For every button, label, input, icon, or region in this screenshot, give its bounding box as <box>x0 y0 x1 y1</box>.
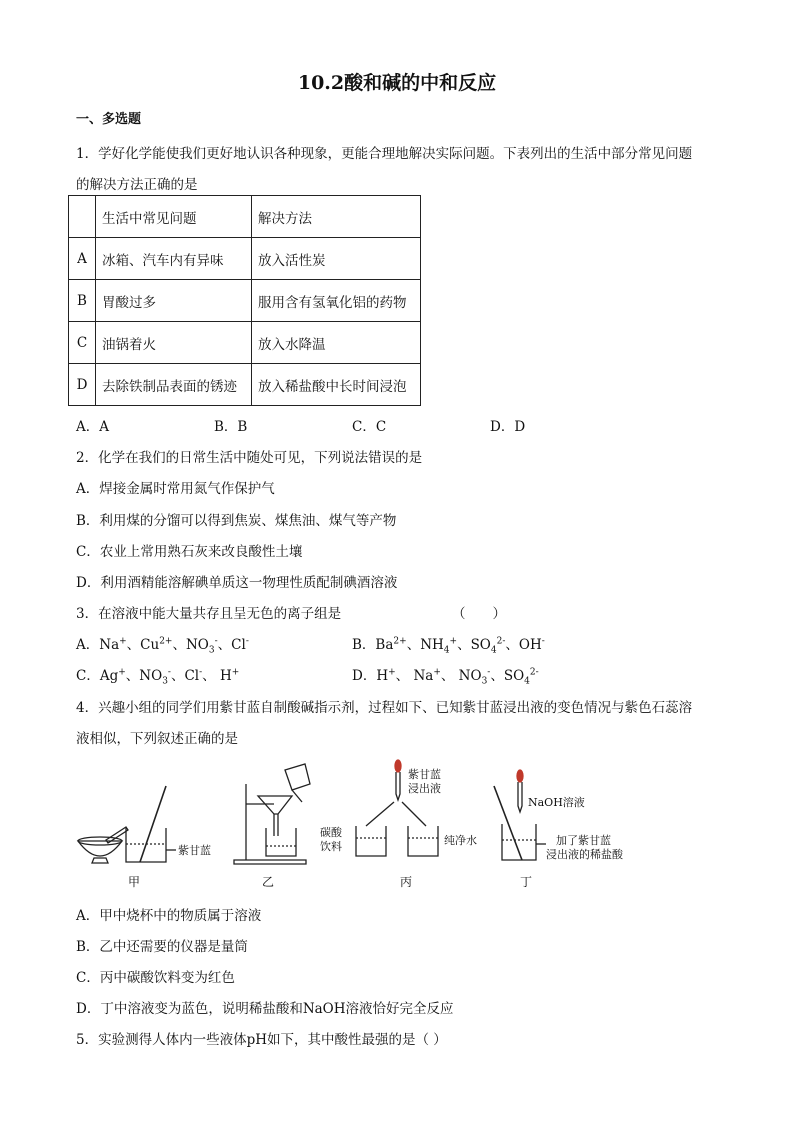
q4-option-b[interactable]: B．乙中还需要的仪器是量筒 <box>76 939 248 955</box>
table-row <box>69 280 421 322</box>
ion-charge: + <box>119 636 127 647</box>
q3-option-c[interactable] <box>76 664 239 687</box>
ion-charge: 2- <box>496 636 506 647</box>
q2-option-a[interactable]: A．焊接金属时常用氮气作保护气 <box>76 481 275 497</box>
label-water: 纯净水 <box>444 834 477 847</box>
beaker-jia-icon <box>126 786 176 862</box>
table-cell: 去除铁制品表面的锈迹 <box>96 364 252 406</box>
table-cell: 冰箱、汽车内有异味 <box>96 238 252 280</box>
ion-charge: - <box>199 667 203 678</box>
ion: NH <box>420 637 444 653</box>
q1-option-b[interactable]: B．B <box>214 419 248 435</box>
option-prefix: A． <box>76 637 100 653</box>
table-cell: B <box>69 280 96 322</box>
table-cell: 油锅着火 <box>96 322 252 364</box>
q2-option-c[interactable]: C．农业上常用熟石灰来改良酸性土壤 <box>76 544 303 560</box>
table-header-method: 解决方法 <box>252 196 421 238</box>
ion-charge: - <box>167 667 171 678</box>
table-header-problem: 生活中常见问题 <box>96 196 252 238</box>
separator: 、 <box>202 668 220 684</box>
ion: Cl <box>184 668 200 684</box>
ion: H <box>219 668 232 684</box>
section-heading: 一、多选题 <box>76 112 142 127</box>
option-prefix: C． <box>76 668 100 684</box>
q1-option-d[interactable]: D．D <box>490 419 526 435</box>
q4-experiment-figure <box>70 756 650 892</box>
table-cell: C <box>69 322 96 364</box>
q1-option-a[interactable]: A．A <box>76 419 109 435</box>
ion-charge: 2- <box>529 667 539 678</box>
table-cell: 放入稀盐酸中长时间浸泡 <box>252 364 421 406</box>
label-jia: 甲 <box>128 875 141 889</box>
ion: NO <box>139 668 163 684</box>
beaker-soda-icon <box>356 826 386 856</box>
ion: NO <box>458 668 482 684</box>
q3-option-a[interactable] <box>76 633 249 656</box>
ion-charge: + <box>449 636 458 647</box>
q1-option-c[interactable]: C．C <box>352 419 387 435</box>
ion-subscript: 3 <box>208 645 215 656</box>
label-zigan: 紫甘蓝 <box>178 844 211 857</box>
table-cell: 放入水降温 <box>252 322 421 364</box>
ion-charge: + <box>433 667 441 678</box>
ion: NO <box>185 637 209 653</box>
q2-stem: 2．化学在我们的日常生活中随处可见，下列说法错误的是 <box>76 450 423 466</box>
table-cell: 服用含有氢氧化铝的药物 <box>252 280 421 322</box>
dropper-ding-icon <box>517 770 523 812</box>
separator: 、 <box>406 637 421 653</box>
separator: 、 <box>457 637 471 653</box>
label-soda-2: 饮料 <box>320 840 342 853</box>
ion-subscript: 4 <box>490 645 497 656</box>
q2-option-d[interactable]: D．利用酒精能溶解碘单质这一物理性质配制碘酒溶液 <box>76 575 398 591</box>
q3-option-b[interactable] <box>352 633 545 656</box>
ion: Ag <box>99 668 119 684</box>
separator: 、 <box>170 668 185 684</box>
separator: 、 <box>395 668 414 684</box>
q1-table <box>68 195 421 406</box>
label-bing: 丙 <box>400 875 413 889</box>
ion: H <box>376 668 389 684</box>
ion-charge: + <box>231 667 240 678</box>
label-naoh: NaOH溶液 <box>528 796 585 809</box>
q1-stem-line1: 1．学好化学能使我们更好地认识各种现象，更能合理地解决实际问题。下表列出的生活中部分常见问题 <box>76 146 693 162</box>
table-cell: D <box>69 364 96 406</box>
table-cell <box>69 196 96 238</box>
separator: 、 <box>172 637 186 653</box>
ion: SO <box>470 637 491 653</box>
label-extract-2: 浸出液 <box>408 782 441 795</box>
table-row <box>69 196 421 238</box>
beaker-water-icon <box>408 826 438 856</box>
table-row <box>69 238 421 280</box>
option-prefix: B． <box>352 637 376 653</box>
q5-stem: 5．实验测得人体内一些液体pH如下，其中酸性最强的是（ ） <box>76 1032 447 1048</box>
ion-charge: 2+ <box>393 636 407 647</box>
ion-charge: - <box>541 636 545 647</box>
ion-subscript: 3 <box>162 676 168 687</box>
table-row <box>69 322 421 364</box>
table-cell: A <box>69 238 96 280</box>
separator: 、 <box>217 637 232 653</box>
label-ding: 丁 <box>520 875 533 889</box>
ion: Na <box>99 637 120 653</box>
q3-stem: 3．在溶液中能大量共存且呈无色的离子组是 <box>76 606 342 622</box>
separator: 、 <box>505 637 519 653</box>
table-cell: 胃酸过多 <box>96 280 252 322</box>
ion-charge: + <box>388 667 396 678</box>
option-prefix: D． <box>352 668 377 684</box>
label-yi: 乙 <box>262 875 275 889</box>
mortar-and-pestle-icon <box>78 827 128 863</box>
ion-charge: - <box>245 636 249 647</box>
table-cell: 放入活性炭 <box>252 238 421 280</box>
ion-charge: + <box>118 667 126 678</box>
ion: OH <box>518 637 542 653</box>
ion: SO <box>503 668 525 684</box>
filtration-stand-icon <box>234 764 310 864</box>
ion-charge: - <box>487 667 491 678</box>
q3-answer-paren: （ ） <box>452 606 506 622</box>
label-acid-1: 加了紫甘蓝 <box>556 834 611 847</box>
ion-subscript: 4 <box>524 676 530 687</box>
separator: 、 <box>126 637 141 653</box>
ion-charge: 2+ <box>159 636 173 647</box>
ion-subscript: 3 <box>481 676 488 687</box>
ion: Cu <box>140 637 160 653</box>
ion-charge: - <box>214 636 218 647</box>
ion: Ba <box>375 637 394 653</box>
label-soda-1: 碳酸 <box>320 826 342 839</box>
separator: 、 <box>125 668 140 684</box>
separator: 、 <box>490 668 504 684</box>
q4-option-a[interactable]: A．甲中烧杯中的物质属于溶液 <box>76 908 262 924</box>
q3-option-d[interactable] <box>352 664 539 687</box>
table-row <box>69 364 421 406</box>
ion: Cl <box>231 637 246 653</box>
ion: Na <box>413 668 434 684</box>
q4-stem-line2: 液相似，下列叙述正确的是 <box>76 731 238 747</box>
q1-stem-line2: 的解决方法正确的是 <box>76 177 198 193</box>
separator: 、 <box>440 668 459 684</box>
ion-subscript: 4 <box>443 645 450 656</box>
label-extract-1: 紫甘蓝 <box>408 768 441 781</box>
label-acid-2: 浸出液的稀盐酸 <box>546 848 623 861</box>
q4-option-d[interactable]: D．丁中溶液变为蓝色，说明稀盐酸和NaOH溶液恰好完全反应 <box>76 1001 454 1017</box>
q4-stem-line1: 4．兴趣小组的同学们用紫甘蓝自制酸碱指示剂，过程如下、已知紫甘蓝浸出液的变色情况与紫色石蕊溶 <box>76 700 693 716</box>
q2-option-b[interactable]: B．利用煤的分馏可以得到焦炭、煤焦油、煤气等产物 <box>76 513 397 529</box>
page-title: 10.2酸和碱的中和反应 <box>297 72 497 94</box>
q4-option-c[interactable]: C．丙中碳酸饮料变为红色 <box>76 970 235 986</box>
